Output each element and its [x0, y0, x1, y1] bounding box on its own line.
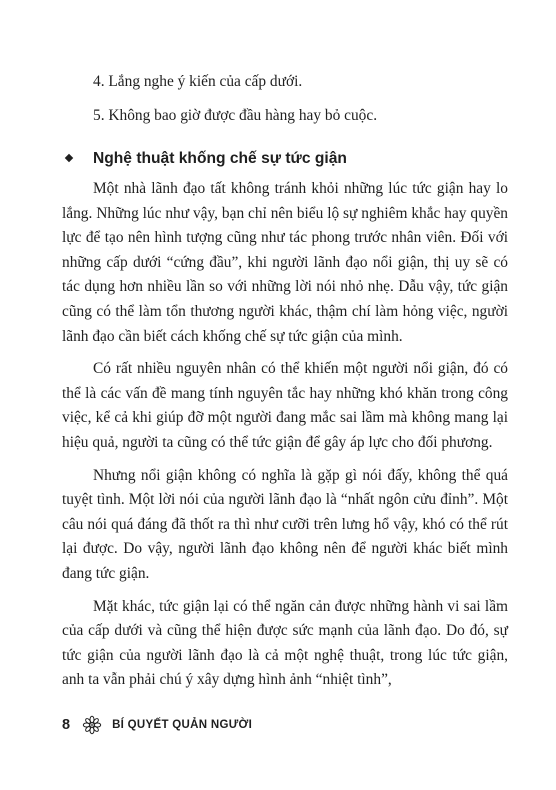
page-footer	[62, 713, 252, 737]
running-title: BÍ QUYẾT QUẢN NGƯỜI	[112, 719, 253, 731]
section-heading	[62, 147, 508, 171]
diamond-bullet-icon	[65, 154, 73, 162]
list-item-5: 5. Không bao giờ được đầu hàng hay bỏ cuộc.	[93, 106, 378, 124]
paragraph-2: Có rất nhiều nguyên nhân có thể khiến một người nổi giận, đó có thể là các vấn đề mang tính nguyên tắc hay những khó khăn trong công việc, kể cả khi giúp đỡ một người đang mắc sai lầm mà không mang lại hiệu quả, người ta cũng có thể tức giận để gây áp lực cho đối phương.	[62, 360, 508, 451]
paragraph-4: Mặt khác, tức giận lại có thể ngăn cản được những hành vi sai lầm của cấp dưới và cũng thể hiện được sức mạnh của lãnh đạo. Do đó, sự tức giận của người lãnh đạo là cả một nghệ thuật, trong lúc tức giận, anh ta vẫn phải chú ý xây dựng hình ảnh “nhiệt tình”,	[62, 597, 508, 689]
paragraph-1: Một nhà lãnh đạo tất không tránh khỏi những lúc tức giận hay lo lắng. Những lúc như vậy, bạn chỉ nên biểu lộ sự nghiêm khắc hay quyền lực để tạo nên hình tượng cũng như tác phong trước nhân viên. Đối với những cấp dưới “cứng đầu”, khi người lãnh đạo nổi giận, thị uy sẽ có tác dụng hơn nhiều lần so với những lời nói nhỏ nhẹ. Dẫu vậy, tức giận cũng có thể làm tổn thương người khác, thậm chí làm hỏng việc, người lãnh đạo cần biết cách khống chế sự tức giận của mình.	[62, 180, 508, 345]
body-text	[62, 70, 508, 701]
section-heading-text: Nghệ thuật khống chế sự tức giận	[93, 150, 347, 167]
page-number: 8	[62, 717, 71, 733]
paragraph-3: Nhưng nổi giận không có nghĩa là gặp gì nói đấy, không thể quá tuyệt tình. Một lời nói của người lãnh đạo là “nhất ngôn cửu đỉnh”. Một câu nói quá đáng đã thốt ra thì như cưỡi trên lưng hổ vậy, khó có thể rút lại được. Do vậy, người lãnh đạo không nên để người khác biết mình đang tức giận.	[62, 466, 508, 582]
list-item-4: 4. Lắng nghe ý kiến của cấp dưới.	[93, 73, 303, 90]
flower-ornament-icon	[82, 715, 102, 735]
